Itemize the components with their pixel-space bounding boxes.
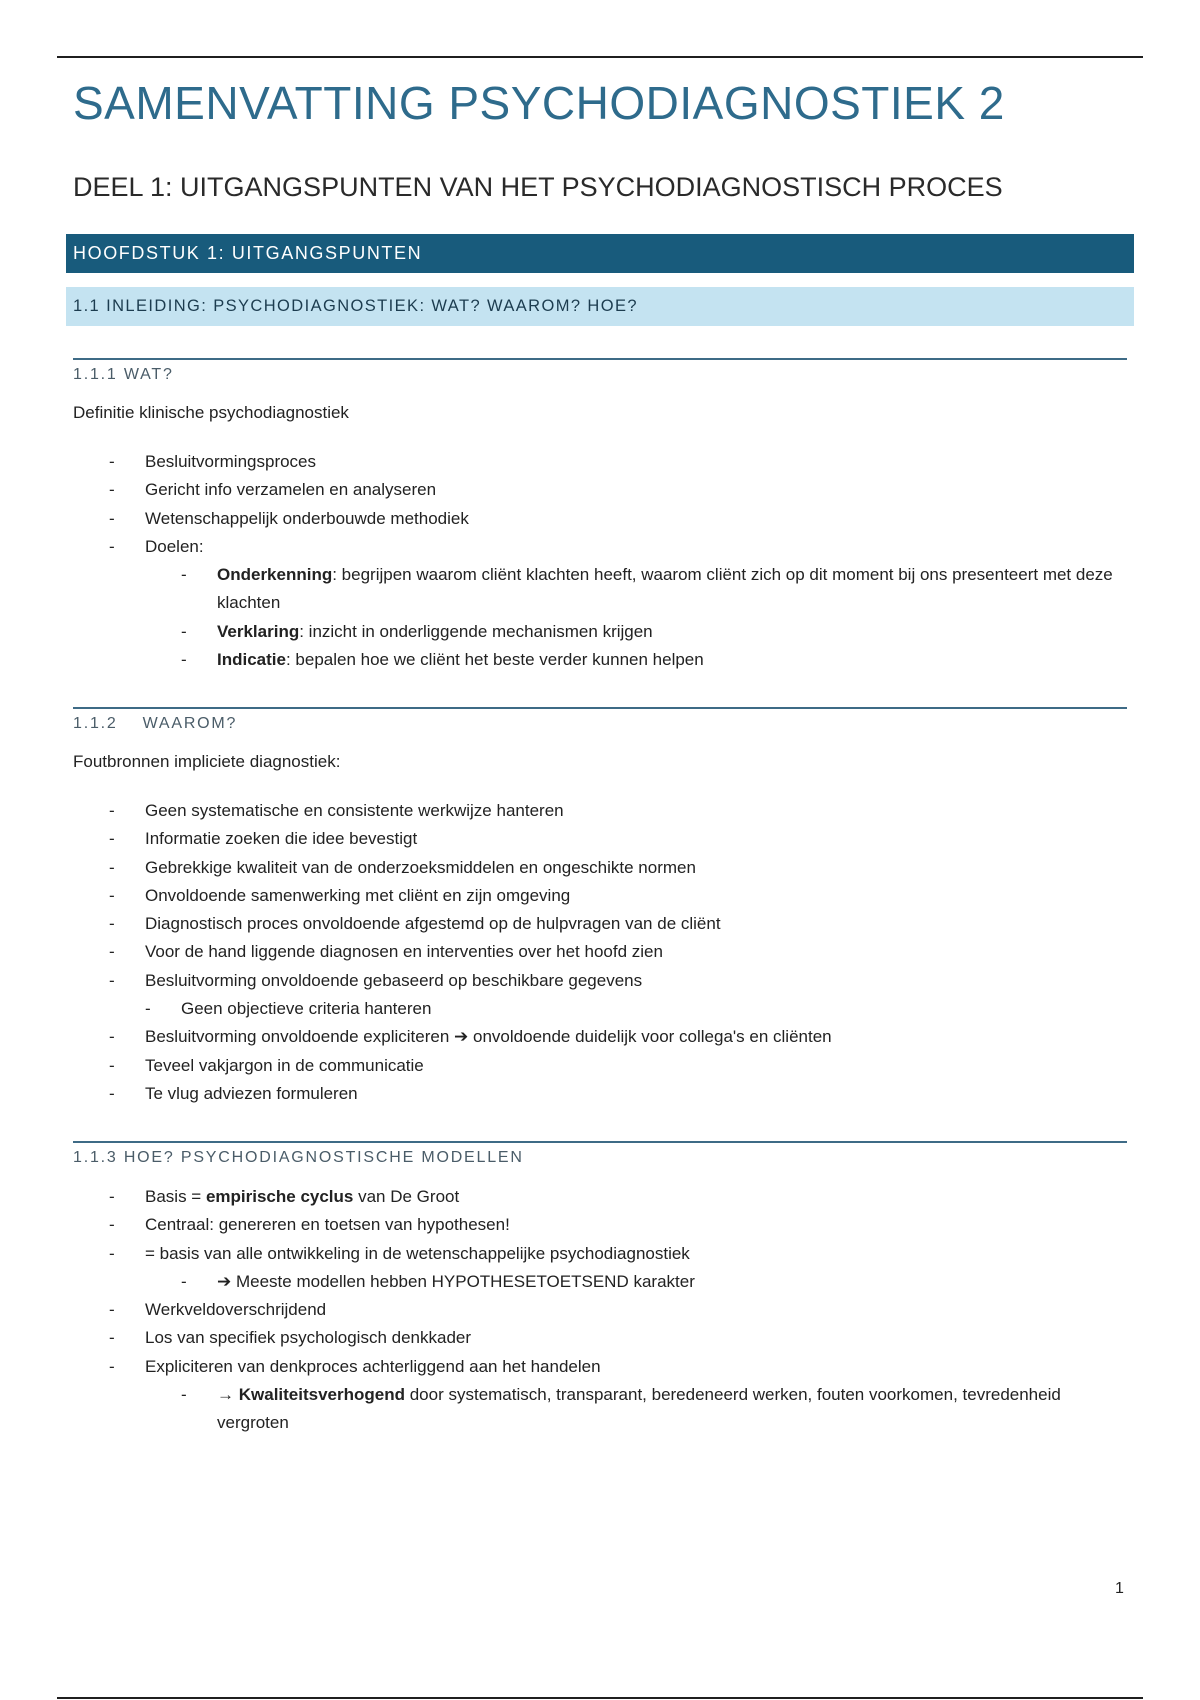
list-item: - Besluitvorming onvoldoende gebaseerd op beschikbare gegevens bbox=[109, 970, 643, 990]
top-rule bbox=[57, 56, 1143, 58]
sub-list-item: - Geen objectieve criteria hanteren bbox=[145, 999, 432, 1019]
section-heading: 1.1 INLEIDING: PSYCHODIAGNOSTIEK: WAT? WAAROM? HOE? bbox=[66, 287, 1134, 326]
subsection-heading-hoe: 1.1.3 HOE? PSYCHODIAGNOSTISCHE MODELLEN bbox=[73, 1149, 524, 1166]
document-title: SAMENVATTING PSYCHODIAGNOSTIEK 2 bbox=[73, 77, 1005, 129]
list-item: - Doelen: bbox=[109, 536, 204, 556]
sub-list-item: - ➔ Meeste modellen hebben HYPOTHESETOETSEND karakter bbox=[181, 1271, 695, 1291]
section-divider bbox=[73, 1141, 1127, 1143]
hoe-list bbox=[0, 1183, 1200, 1438]
list-item: - Werkveldoverschrijdend bbox=[109, 1300, 327, 1320]
list-item: - Centraal: genereren en toetsen van hypothesen! bbox=[109, 1215, 510, 1235]
list-item: - Geen systematische en consistente werkwijze hanteren bbox=[109, 801, 564, 820]
arrow-right-icon: ➔ bbox=[454, 1027, 469, 1047]
list-item: - Teveel vakjargon in de communicatie bbox=[109, 1055, 424, 1075]
definition-intro: Definitie klinische psychodiagnostiek bbox=[73, 403, 349, 422]
sub-list-item: - Indicatie: bepalen hoe we cliënt het beste verder kunnen helpen bbox=[181, 650, 704, 670]
arrow-right-icon: ➔ bbox=[217, 1271, 232, 1291]
list-item: - Gebrekkige kwaliteit van de onderzoeksmiddelen en ongeschikte normen bbox=[109, 857, 696, 877]
section-divider bbox=[73, 358, 1127, 360]
sub-list-item: - → Kwaliteitsverhogend door systematisch, transparant, beredeneerd werken, fouten voorkomen, tevredenheid vergroten bbox=[181, 1385, 1061, 1433]
list-item: - Los van specifiek psychologisch denkkader bbox=[109, 1328, 472, 1348]
sub-list-item: - Verklaring: inzicht in onderliggende mechanismen krijgen bbox=[181, 621, 653, 641]
chapter-heading: HOOFDSTUK 1: UITGANGSPUNTEN bbox=[66, 234, 1134, 273]
section-divider bbox=[73, 707, 1127, 709]
list-item: - Besluitvormingsproces bbox=[109, 452, 317, 471]
list-item: - Onvoldoende samenwerking met cliënt en zijn omgeving bbox=[109, 885, 571, 905]
page-number: 1 bbox=[1115, 1580, 1124, 1597]
list-item: - Gericht info verzamelen en analyseren bbox=[109, 480, 437, 500]
sub-list-item: - Onderkenning: begrijpen waarom cliënt klachten heeft, waarom cliënt zich op dit moment bij ons presenteert met deze klachten bbox=[181, 565, 1113, 613]
wat-list bbox=[0, 448, 1200, 674]
list-item: - Diagnostisch proces onvoldoende afgestemd op de hulpvragen van de cliënt bbox=[109, 914, 721, 934]
subsection-heading-wat: 1.1.1 WAT? bbox=[73, 366, 174, 383]
list-item: - Te vlug adviezen formuleren bbox=[109, 1083, 358, 1103]
bottom-rule bbox=[57, 1697, 1143, 1699]
list-item: - = basis van alle ontwikkeling in de wetenschappelijke psychodiagnostiek bbox=[109, 1243, 690, 1263]
part-heading: DEEL 1: UITGANGSPUNTEN VAN HET PSYCHODIAGNOSTISCH PROCES bbox=[73, 172, 1003, 202]
list-item: - Informatie zoeken die idee bevestigt bbox=[109, 829, 418, 849]
list-item: - Besluitvorming onvoldoende expliciteren ➔ onvoldoende duidelijk voor collega's en cliënten bbox=[109, 1027, 832, 1047]
arrow-right-icon: → bbox=[217, 1385, 234, 1405]
list-item: - Basis = empirische cyclus van De Groot bbox=[109, 1187, 460, 1206]
list-item: - Voor de hand liggende diagnosen en interventies over het hoofd zien bbox=[109, 942, 663, 962]
list-item: - Expliciteren van denkproces achterliggend aan het handelen bbox=[109, 1356, 601, 1376]
subsection-heading-waarom: 1.1.2 WAAROM? bbox=[73, 715, 238, 732]
foutbronnen-intro: Foutbronnen impliciete diagnostiek: bbox=[73, 752, 341, 771]
waarom-list bbox=[0, 797, 1200, 1108]
list-item: - Wetenschappelijk onderbouwde methodiek bbox=[109, 508, 469, 528]
